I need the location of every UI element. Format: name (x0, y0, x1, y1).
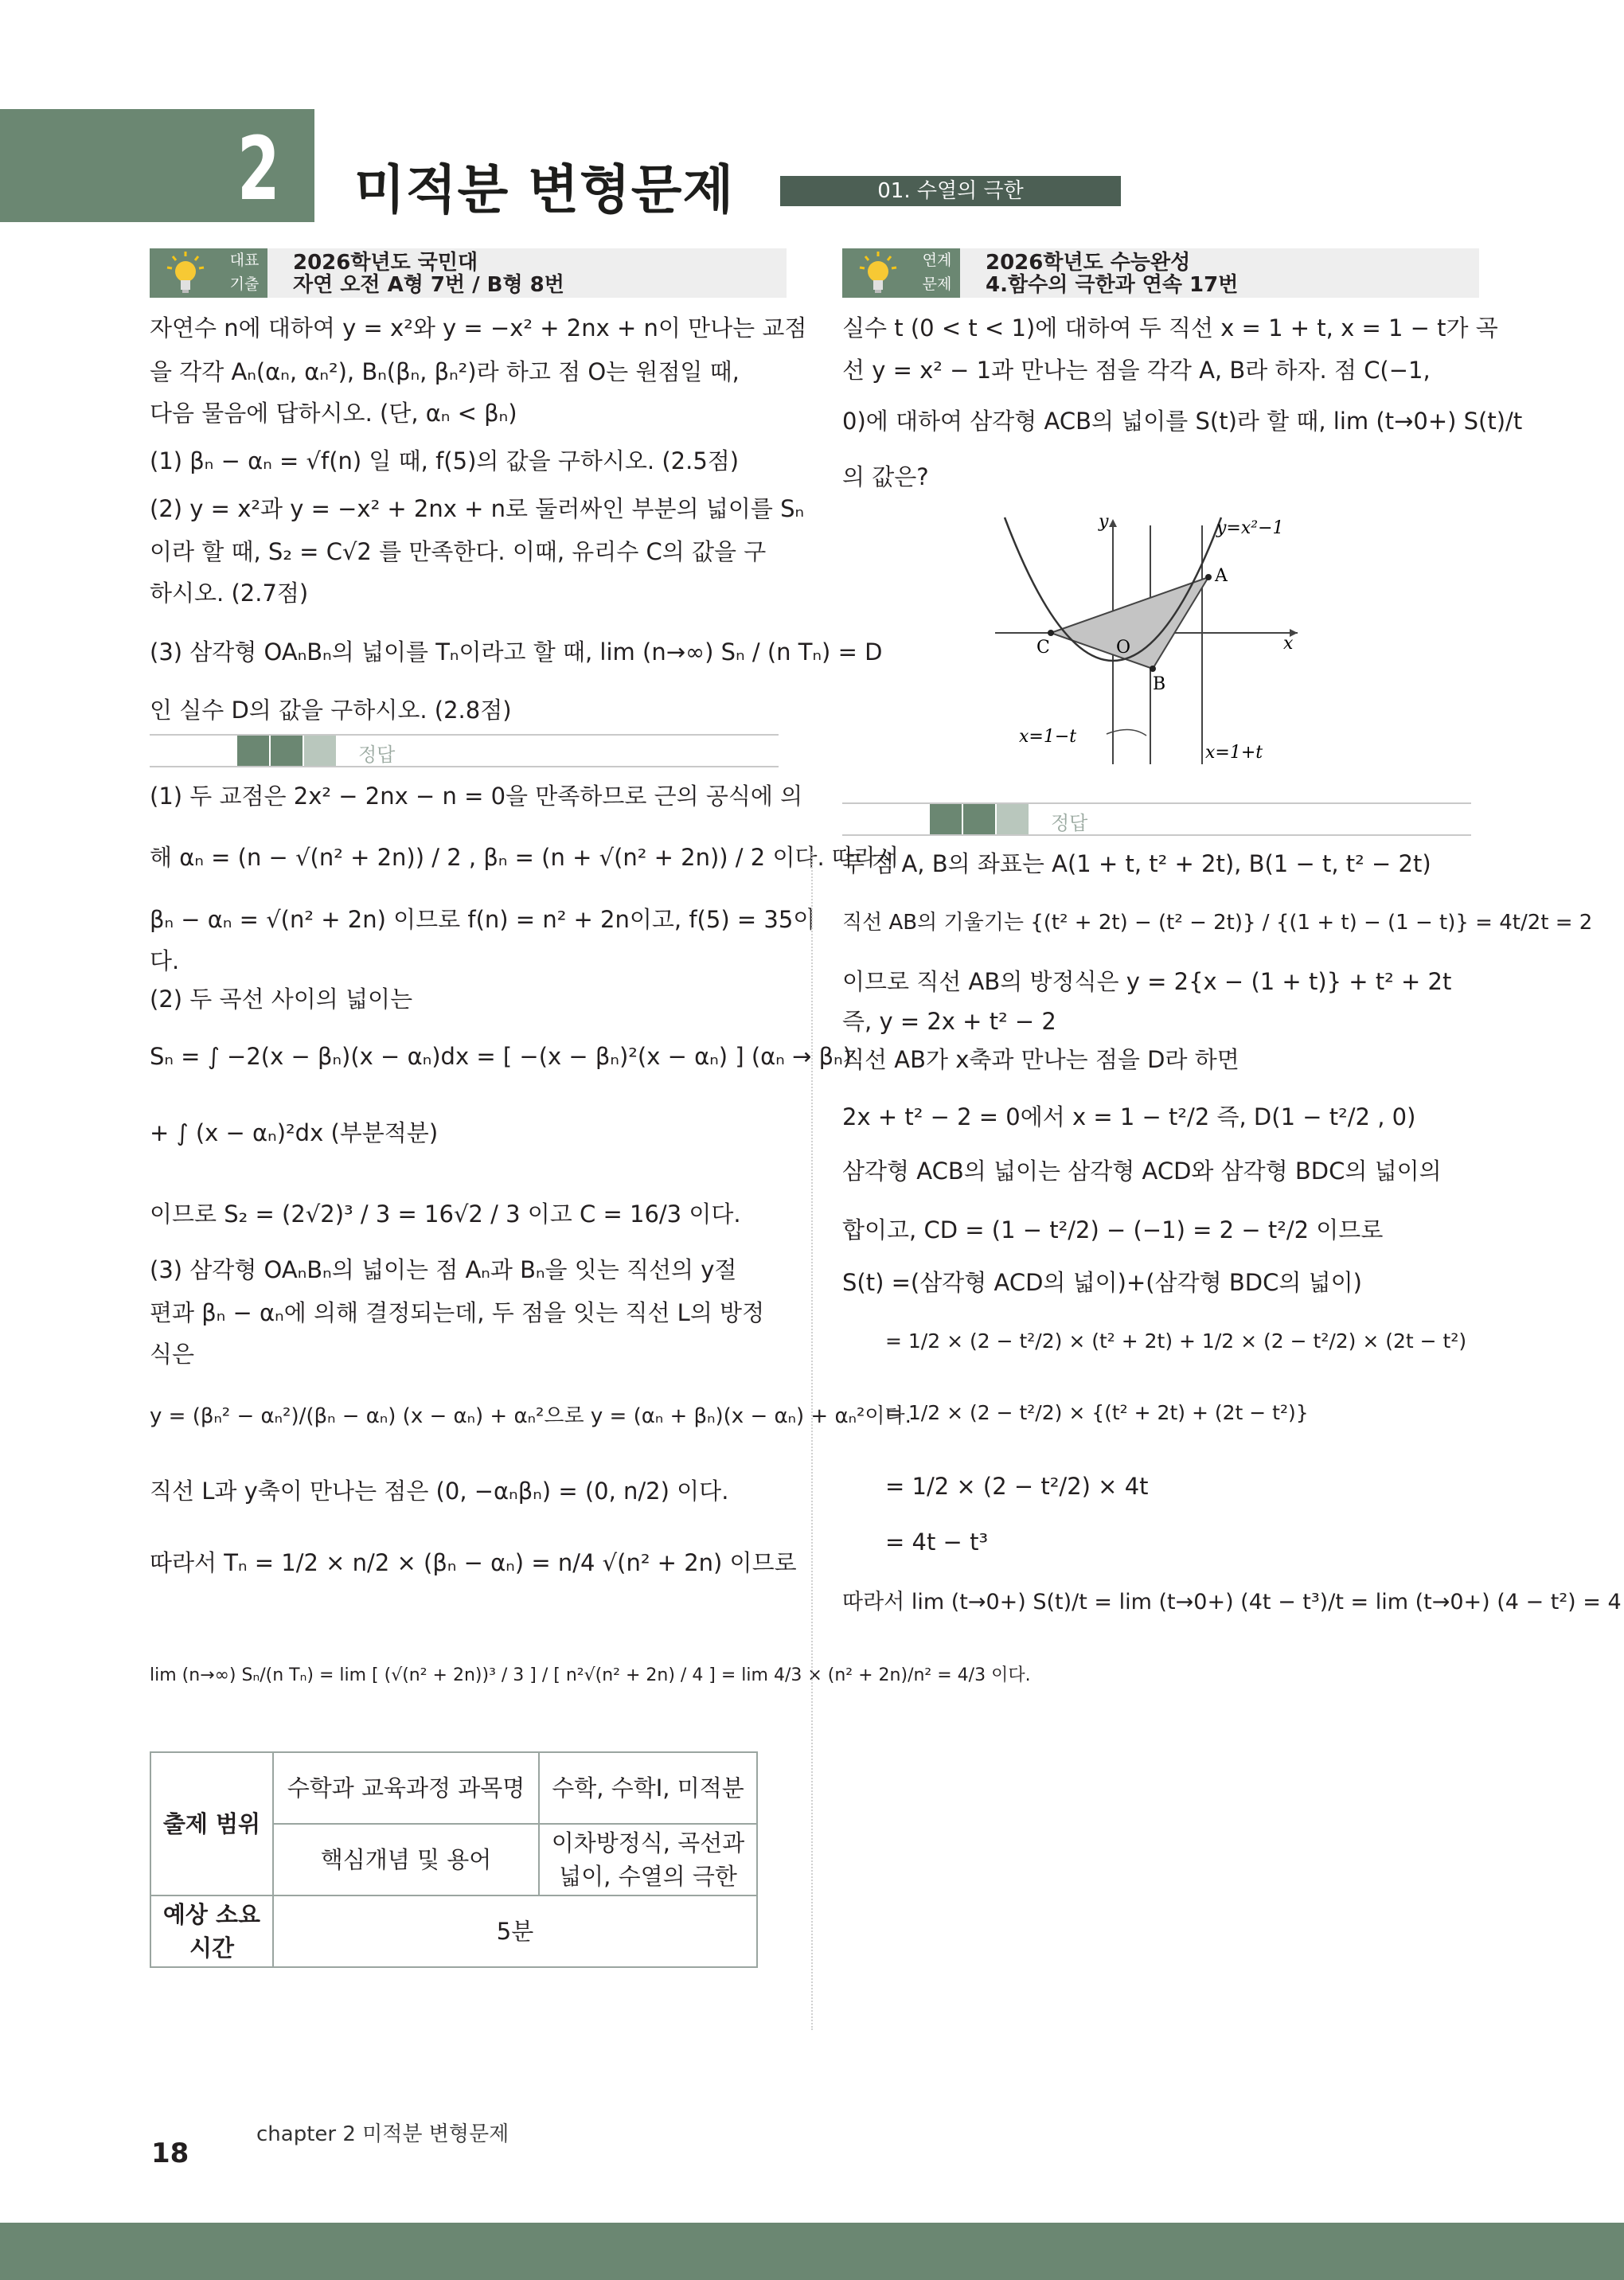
problem-source (986, 252, 1238, 296)
point-c (1048, 630, 1054, 636)
range-header: 출제 범위 (150, 1752, 273, 1895)
column-divider (811, 852, 813, 2030)
point-a (1205, 574, 1212, 580)
answer-label: 정답 (1051, 812, 1088, 834)
source-line-1: 2026학년도 수능완성 (986, 251, 1191, 275)
right-problem-line: 선 y = x² − 1과 만나는 점을 각각 A, B라 하자. 점 C(−1, (842, 357, 1431, 384)
tag-line-2: 기출 (229, 275, 260, 293)
right-problem-line: 0)에 대하여 삼각형 ACB의 넓이를 S(t)라 할 때, lim (t→0+) S(t)/t (842, 408, 1523, 435)
time-header: 예상 소요시간 (150, 1895, 273, 1967)
y-axis-label: y (1099, 512, 1109, 532)
answer-divider-block (304, 736, 336, 766)
label-b: B (1153, 674, 1166, 694)
problem-tag (914, 248, 960, 298)
problem-tag (221, 248, 267, 298)
left-problem-line: 하시오. (2.7점) (150, 580, 309, 607)
answer-divider-block (271, 736, 303, 766)
section-label: 01. 수열의 극한 (780, 176, 1121, 206)
left-answer-line: 다. (150, 947, 180, 974)
concept-label: 핵심개념 및 용어 (273, 1824, 539, 1895)
left-problem-line: 이라 할 때, S₂ = C√2 를 만족한다. 이때, 유리수 C의 값을 구 (150, 538, 767, 565)
parabola-figure (987, 509, 1306, 772)
left-answer-line: 따라서 Tₙ = 1/2 × n/2 × (βₙ − αₙ) = n/4 √(n² + 2n) 이므로 (150, 1549, 797, 1576)
label-o: O (1116, 638, 1131, 658)
x-axis-label: x (1283, 634, 1294, 654)
right-answer-line: 직선 AB가 x축과 만나는 점을 D라 하면 (842, 1046, 1239, 1073)
left-problem-line: (1) βₙ − αₙ = √f(n) 일 때, f(5)의 값을 구하시오. (2.5점) (150, 447, 740, 474)
left-problem-line: (3) 삼각형 OAₙBₙ의 넓이를 Tₙ이라고 할 때, lim (n→∞) Sₙ / (n Tₙ) = D (150, 638, 883, 666)
left-problem-header (150, 248, 787, 298)
lightbulb-icon (150, 248, 221, 298)
right-answer-line: 두 점 A, B의 좌표는 A(1 + t, t² + 2t), B(1 − t, t² − 2t) (842, 850, 1431, 877)
right-answer-line: 따라서 lim (t→0+) S(t)/t = lim (t→0+) (4t − t³)/t = lim (t→0+) (4 − t²) = 4 (842, 1590, 1622, 1614)
left-problem-line: 자연수 n에 대하여 y = x²와 y = −x² + 2nx + n이 만나는 교점 (150, 314, 807, 342)
right-answer-line: = 1/2 × (2 − t²/2) × 4t (885, 1473, 1149, 1500)
chapter-title: 미적분 변형문제 (354, 159, 735, 221)
chapter-number: 2 (237, 118, 280, 220)
left-answer-line: 직선 L과 y축이 만나는 점은 (0, −αₙβₙ) = (0, n/2) 이다. (150, 1478, 729, 1505)
left-answer-line: βₙ − αₙ = √(n² + 2n) 이므로 f(n) = n² + 2n이고, f(5) = 35이 (150, 906, 816, 933)
left-answer-line: 편과 βₙ − αₙ에 의해 결정되는데, 두 점을 잇는 직선 L의 방정 (150, 1299, 765, 1326)
exam-range-table (150, 1751, 758, 1968)
left-problem-line: 인 실수 D의 값을 구하시오. (2.8점) (150, 697, 512, 724)
problem-source (293, 252, 564, 296)
footer-bar (0, 2223, 1624, 2280)
label-right-line: x=1+t (1205, 743, 1263, 763)
right-answer-line: 직선 AB의 기울기는 {(t² + 2t) − (t² − 2t)} / {(1 + t) − (1 − t)} = 4t/2t = 2 (842, 911, 1593, 935)
answer-label: 정답 (358, 744, 396, 766)
tag-line-1: 대표 (229, 252, 260, 269)
label-a: A (1215, 566, 1228, 586)
footer-chapter-label: chapter 2 미적분 변형문제 (256, 2122, 509, 2146)
time-value: 5분 (273, 1895, 757, 1967)
right-answer-divider (842, 802, 1471, 836)
right-answer-line: 즉, y = 2x + t² − 2 (842, 1008, 1056, 1035)
right-answer-line: S(t) =(삼각형 ACD의 넓이)+(삼각형 BDC의 넓이) (842, 1269, 1362, 1296)
right-answer-line: 이므로 직선 AB의 방정식은 y = 2{x − (1 + t)} + t² + 2t (842, 968, 1452, 995)
label-left-line: x=1−t (1019, 727, 1077, 747)
source-line-2: 4.함수의 극한과 연속 17번 (986, 273, 1239, 297)
source-line-2: 자연 오전 A형 7번 / B형 8번 (293, 273, 564, 297)
left-answer-line: Sₙ = ∫ −2(x − βₙ)(x − αₙ)dx = [ −(x − βₙ)²(x − αₙ) ] (αₙ → βₙ) (150, 1043, 852, 1070)
answer-divider-block (997, 804, 1029, 834)
right-answer-line: = 1/2 × (2 − t²/2) × (t² + 2t) + 1/2 × (2 − t²/2) × (2t − t²) (885, 1329, 1467, 1353)
left-problem-line: 을 각각 Aₙ(αₙ, αₙ²), Bₙ(βₙ, βₙ²)라 하고 점 O는 원점일 때, (150, 358, 740, 385)
right-problem-header (842, 248, 1479, 298)
subject-value: 수학, 수학Ⅰ, 미적분 (539, 1752, 757, 1824)
left-answer-line: + ∫ (x − αₙ)²dx (부분적분) (150, 1119, 439, 1146)
right-answer-line: = 1/2 × (2 − t²/2) × {(t² + 2t) + (2t − t²)} (885, 1401, 1309, 1424)
answer-divider-block (963, 804, 995, 834)
right-answer-line: = 4t − t³ (885, 1528, 989, 1556)
point-b (1150, 666, 1156, 672)
left-answer-line: 해 αₙ = (n − √(n² + 2n)) / 2 , βₙ = (n + √(n² + 2n)) / 2 이다. 따라서 (150, 844, 899, 871)
right-problem-line: 실수 t (0 < t < 1)에 대하여 두 직선 x = 1 + t, x = 1 − t가 곡 (842, 314, 1498, 342)
answer-divider-block (237, 736, 269, 766)
right-problem-line: 의 값은? (842, 463, 929, 490)
lightbulb-icon (842, 248, 914, 298)
page-number: 18 (151, 2138, 189, 2169)
left-problem-line: (2) y = x²과 y = −x² + 2nx + n로 둘러싸인 부분의 넓이를 Sₙ (150, 495, 805, 522)
answer-divider-block (930, 804, 962, 834)
left-problem-line: 다음 물음에 답하시오. (단, αₙ < βₙ) (150, 400, 517, 427)
concept-value: 이차방정식, 곡선과 넓이, 수열의 극한 (539, 1824, 757, 1895)
left-answer-line: (1) 두 교점은 2x² − 2nx − n = 0을 만족하므로 근의 공식에 의 (150, 783, 803, 810)
y-axis-arrow-icon (1109, 519, 1117, 527)
source-line-1: 2026학년도 국민대 (293, 251, 478, 275)
tag-line-2: 문제 (922, 275, 952, 293)
left-answer-line: 식은 (150, 1341, 195, 1368)
label-c: C (1036, 638, 1050, 658)
left-answer-line: (3) 삼각형 OAₙBₙ의 넓이는 점 Aₙ과 Bₙ을 잇는 직선의 y절 (150, 1256, 737, 1283)
curve-label: y=x²−1 (1216, 518, 1284, 538)
tag-line-1: 연계 (922, 252, 952, 269)
left-answer-divider (150, 734, 779, 767)
subject-label: 수학과 교육과정 과목명 (273, 1752, 539, 1824)
right-answer-line: 삼각형 ACB의 넓이는 삼각형 ACD와 삼각형 BDC의 넓이의 (842, 1158, 1442, 1185)
right-answer-line: 2x + t² − 2 = 0에서 x = 1 − t²/2 즉, D(1 − t²/2 , 0) (842, 1103, 1416, 1130)
right-answer-line: 합이고, CD = (1 − t²/2) − (−1) = 2 − t²/2 이므로 (842, 1216, 1384, 1243)
left-answer-line: 이므로 S₂ = (2√2)³ / 3 = 16√2 / 3 이고 C = 16/3 이다. (150, 1201, 741, 1228)
left-answer-line: lim (n→∞) Sₙ/(n Tₙ) = lim [ (√(n² + 2n))³ / 3 ] / [ n²√(n² + 2n) / 4 ] = lim 4/3 × (n² + 2n)/n² = 4/3 이다. (150, 1665, 1031, 1685)
left-answer-line: (2) 두 곡선 사이의 넓이는 (150, 986, 413, 1013)
left-answer-line: y = (βₙ² − αₙ²)/(βₙ − αₙ) (x − αₙ) + αₙ²으로 y = (αₙ + βₙ)(x − αₙ) + αₙ²이다. (150, 1404, 912, 1428)
